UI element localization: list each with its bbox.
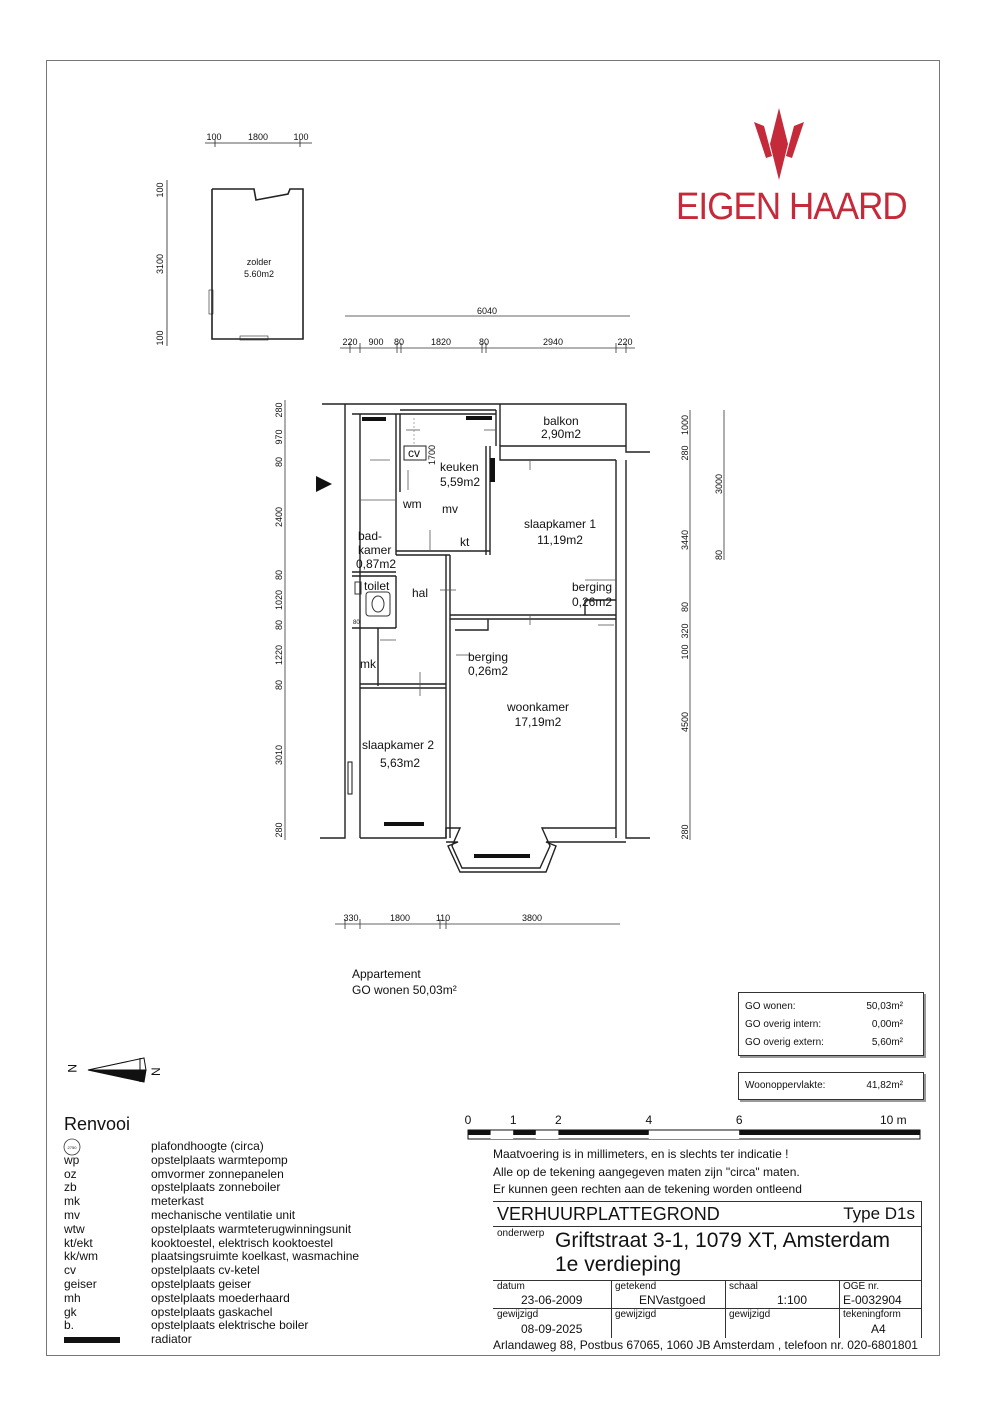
woonoppervlakte-box <box>738 1072 924 1100</box>
getekend-label: getekend <box>615 1281 657 1292</box>
room-slaapkamer2-area: 5,63m2 <box>379 756 421 770</box>
dim-bottom-2: 1800 <box>389 913 411 923</box>
scale-bar-label: 1 <box>509 1113 517 1127</box>
dim-left-2: 970 <box>274 429 284 445</box>
dim-left-1: 280 <box>274 402 284 418</box>
note-2: Alle op de tekening aangegeven maten zijn "circa" maten. <box>493 1164 800 1179</box>
walls <box>320 404 650 872</box>
scale-bar-segment <box>468 1130 491 1135</box>
room-slaapkamer2-name: slaapkamer 2 <box>361 738 435 752</box>
dim-right-2: 280 <box>680 445 690 461</box>
scale-bar-label: 0 <box>464 1113 472 1127</box>
legend-row: mv mechanische ventilatie unit <box>64 1207 296 1222</box>
dim-top-2: 900 <box>368 337 384 347</box>
divider <box>611 1280 612 1338</box>
legend-row: geiser opstelplaats geiser <box>64 1276 252 1291</box>
legend-row: b. opstelplaats elektrische boiler <box>64 1318 309 1333</box>
dim-top-4: 1820 <box>430 337 452 347</box>
room-hal-name: hal <box>412 586 429 600</box>
scale-bar-label: 2 <box>555 1113 562 1127</box>
dim-bottom-3: 110 <box>435 913 451 923</box>
drawing-notes <box>493 1146 802 1199</box>
attic-plan <box>167 139 312 346</box>
room-woonkamer-area: 17,19m2 <box>514 715 562 729</box>
getekend-value: ENVastgoed <box>639 1293 706 1307</box>
datum-label: datum <box>497 1281 525 1292</box>
room-badkamer-name-1: bad- <box>358 529 383 543</box>
go-extern-value: 5,60m² <box>871 1037 903 1048</box>
dim-bottom-1: 330 <box>343 913 359 923</box>
symbol-kt: kt <box>460 535 470 549</box>
scale-bar-segment <box>558 1130 648 1135</box>
symbol-dim-80: 80 <box>353 620 360 626</box>
dim-right-1: 1000 <box>680 414 690 436</box>
entrance-arrow-icon <box>316 476 332 492</box>
title-block <box>493 1201 922 1338</box>
attic-dim-side-2: 3100 <box>155 253 165 275</box>
legend-row: radiator <box>64 1333 359 1347</box>
oge-value: E-0032904 <box>843 1293 902 1307</box>
gewijzigd-label: gewijzigd <box>497 1309 539 1320</box>
dim-right-4: 80 <box>680 601 690 613</box>
gewijzigd3-label: gewijzigd <box>729 1309 771 1320</box>
apartment-go: GO wonen 50,03m² <box>352 983 457 997</box>
dim-right-6: 100 <box>680 644 690 660</box>
legend-row: gk opstelplaats gaskachel <box>64 1304 273 1319</box>
note-1: Maatvoering is in millimeters, en is slechts ter indicatie ! <box>493 1147 789 1161</box>
attic-room-area: 5.60m2 <box>243 269 275 279</box>
go-intern-value: 0,00m² <box>871 1019 903 1030</box>
dim-left-7: 80 <box>274 619 284 631</box>
scale-bar-segment <box>513 1130 536 1135</box>
gewijzigd2-label: gewijzigd <box>615 1309 657 1320</box>
symbol-cv: cv <box>408 446 420 460</box>
attic-room-name: zolder <box>246 257 272 267</box>
title-block-title: VERHUURPLATTEGROND <box>497 1204 720 1224</box>
go-row-extern <box>745 1037 903 1048</box>
room-berging2-name: berging <box>468 650 509 664</box>
dim-left-9: 80 <box>274 679 284 691</box>
attic-dim-side-3: 100 <box>155 330 165 346</box>
gewijzigd-value: 08-09-2025 <box>521 1322 583 1336</box>
oge-label: OGE nr. <box>843 1281 880 1292</box>
dim-right-5: 320 <box>680 623 690 639</box>
symbol-wm: wm <box>403 497 422 511</box>
legend-row: oz omvormer zonnepanelen <box>64 1166 284 1181</box>
schaal-label: schaal <box>729 1281 758 1292</box>
woonoppervlakte-value: 41,82m² <box>866 1080 903 1091</box>
go-wonen-value: 50,03m² <box>866 1001 903 1012</box>
note-3: Er kunnen geen rechten aan de tekening worden ontleend <box>493 1182 802 1196</box>
dim-left-4: 2400 <box>274 506 284 528</box>
schaal-value: 1:100 <box>777 1293 808 1307</box>
dim-right-7: 4500 <box>680 711 690 733</box>
dim-top-7: 220 <box>617 337 633 347</box>
top-dimension-lines <box>340 316 635 353</box>
apartment-label <box>352 966 457 998</box>
dim-top-6: 2940 <box>542 337 564 347</box>
room-woonkamer-name: woonkamer <box>506 700 570 714</box>
legend-row: kt/ekt kooktoestel, elektrisch kooktoestel <box>64 1235 334 1250</box>
scale-bar-segment <box>649 1134 739 1139</box>
legend-row: kk/wm plaatsingsruimte koelkast, wasmachine <box>64 1249 360 1264</box>
go-wonen-label: GO wonen: <box>745 1001 796 1012</box>
renvooi-legend <box>64 1140 359 1347</box>
woonoppervlakte-row <box>745 1080 903 1091</box>
divider <box>493 1226 921 1227</box>
go-table <box>738 992 924 1056</box>
attic-dim-side-1: 100 <box>155 182 165 198</box>
divider <box>725 1280 726 1338</box>
symbol-mv: mv <box>442 502 458 516</box>
dim-right-outer-2: 80 <box>714 549 724 561</box>
dim-bottom-4: 3800 <box>521 913 543 923</box>
room-berging1-name: berging <box>571 580 613 594</box>
symbol-mk: mk <box>360 657 376 671</box>
attic-dim-top-2: 1800 <box>247 132 269 142</box>
onderwerp-label: onderwerp <box>497 1228 545 1239</box>
attic-dim-top-1: 100 <box>206 132 222 142</box>
dim-left-6: 1020 <box>274 589 284 611</box>
legend-row: plafondhoogte (circa) <box>151 1139 264 1153</box>
dim-left-3: 80 <box>274 456 284 468</box>
ceiling-height-symbol: 2750 <box>67 1145 77 1150</box>
scale-bar-label: 4 <box>645 1113 653 1127</box>
title-block-type: Type D1s <box>843 1204 915 1223</box>
room-balkon-area: 2,90m2 <box>540 427 582 441</box>
attic-dim-top-3: 100 <box>293 132 309 142</box>
brand-name: EIGEN HAARD <box>676 186 907 228</box>
compass-n-right: N <box>149 1067 163 1076</box>
north-arrow-icon <box>64 1054 174 1086</box>
scale-bar-label: 10 m <box>880 1113 907 1127</box>
tekeningform-value: A4 <box>871 1322 886 1336</box>
title-block-address: Griftstraat 3-1, 1079 XT, Amsterdam <box>555 1229 890 1252</box>
divider <box>839 1280 840 1338</box>
legend-row: wp opstelplaats warmtepomp <box>64 1152 288 1167</box>
go-row-wonen <box>745 1001 903 1012</box>
scale-bar-segment <box>739 1130 920 1135</box>
go-intern-label: GO overig intern: <box>745 1019 822 1030</box>
dim-top-3: 80 <box>393 337 405 347</box>
dim-right-3: 3440 <box>680 529 690 551</box>
symbol-dim-1700: 1700 <box>427 444 437 466</box>
footer-address: Arlandaweg 88, Postbus 67065, 1060 JB Amsterdam , telefoon nr. 020-6801801 <box>493 1338 918 1352</box>
room-slaapkamer1-area: 11,19m2 <box>537 533 583 547</box>
room-berging1-area: 0,26m2 <box>571 595 613 609</box>
room-balkon-name: balkon <box>543 414 579 428</box>
renvooi-title: Renvooi <box>64 1114 131 1134</box>
compass-n-left: N <box>65 1064 79 1073</box>
dim-top-5: 80 <box>478 337 490 347</box>
room-badkamer-area: 0,87m2 <box>356 557 397 571</box>
scale-bar <box>460 1110 930 1144</box>
radiator-legend-icon <box>64 1333 151 1347</box>
legend-row: zb opstelplaats zonneboiler <box>64 1180 281 1195</box>
go-row-intern <box>745 1019 903 1030</box>
dim-right-8: 280 <box>680 824 690 840</box>
legend-row: mk meterkast <box>64 1194 204 1209</box>
legend-row: wtw opstelplaats warmteterugwinningsunit <box>64 1221 352 1236</box>
dim-top-1: 220 <box>342 337 358 347</box>
dim-right-outer-1: 3000 <box>714 473 724 495</box>
room-berging2-area: 0,26m2 <box>468 664 509 678</box>
dim-left-5: 80 <box>274 569 284 581</box>
room-keuken-area: 5,59m2 <box>440 475 481 489</box>
scale-bar-label: 6 <box>735 1113 743 1127</box>
go-extern-label: GO overig extern: <box>745 1037 824 1048</box>
scale-bar-segment <box>491 1134 514 1139</box>
datum-value: 23-06-2009 <box>521 1293 583 1307</box>
dim-left-8: 1220 <box>274 644 284 666</box>
dim-left-10: 3010 <box>274 744 284 766</box>
room-slaapkamer1-name: slaapkamer 1 <box>523 517 597 531</box>
woonoppervlakte-label: Woonoppervlakte: <box>745 1080 826 1091</box>
room-badkamer-name-2: kamer <box>358 543 392 557</box>
legend-row: mh opstelplaats moederhaard <box>64 1290 290 1305</box>
bottom-dimension-lines <box>335 919 620 929</box>
tekeningform-label: tekeningform <box>843 1309 901 1320</box>
apartment-title: Appartement <box>352 967 421 981</box>
dim-overall-width: 6040 <box>476 306 498 316</box>
room-keuken-name: keuken <box>440 460 479 474</box>
legend-row: cv opstelplaats cv-ketel <box>64 1263 260 1278</box>
room-toilet-name: toilet <box>364 579 390 593</box>
scale-bar-segment <box>536 1134 559 1139</box>
title-block-floor: 1e verdieping <box>555 1253 682 1276</box>
radiator-icons <box>348 416 530 858</box>
dim-left-11: 280 <box>274 822 284 838</box>
